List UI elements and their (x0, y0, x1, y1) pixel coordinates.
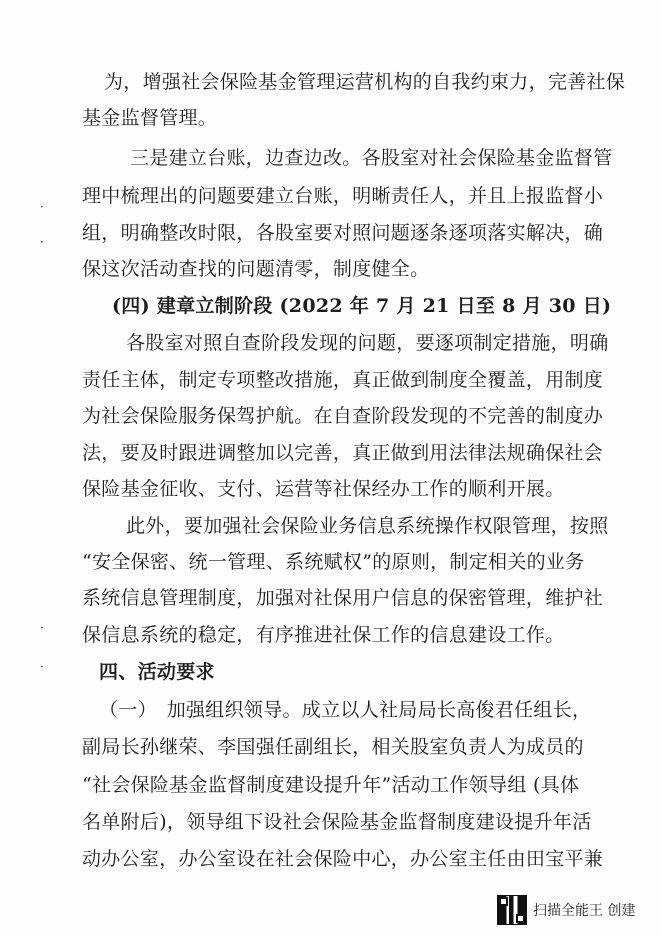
text-line: 保这次活动查找的问题清零，制度健全。 (82, 258, 430, 280)
text-line: 各股室对照自查阶段发现的问题，要逐项制定措施，明确 (126, 332, 609, 354)
qr-code-icon (497, 895, 527, 925)
section-heading: 四、活动要求 (99, 661, 215, 683)
text-line: 副局长孙继荣、李国强任副组长，相关股室负责人为成员的 (82, 736, 584, 758)
text-line: 三是建立台账，边查边改。各股室对社会保险基金监督管 (130, 147, 613, 169)
text-line: “社会保险基金监督制度建设提升年”活动工作领导组 (具体 (82, 774, 580, 796)
text-line: 保信息系统的稳定，有序推进社保工作的信息建设工作。 (82, 624, 565, 646)
text-line: （一） 加强组织领导。成立以人社局局长高俊君任组长， (99, 699, 592, 721)
text-line: 此外，要加强社会保险业务信息系统操作权限管理，按照 (126, 515, 609, 537)
text-line: 动办公室，办公室设在社会保险中心，办公室主任由田宝平兼 (82, 848, 604, 870)
text-line: 为社会保险服务保驾护航。在自查阶段发现的不完善的制度办 (82, 405, 604, 427)
text-line: 法，要及时跟进调整加以完善，真正做到用法律法规确保社会 (82, 442, 604, 464)
text-line: 理中梳理出的问题要建立台账，明晰责任人，并且上报监督小 (82, 185, 604, 207)
watermark-text: 扫描全能王 创建 (533, 903, 636, 919)
text-line: 系统信息管理制度，加强对社保用户信息的保密管理，维护社 (82, 587, 604, 609)
text-line: 责任主体，制定专项整改措施，真正做到制度全覆盖，用制度 (82, 369, 604, 391)
scan-artifact-dot: · (40, 660, 44, 674)
scan-artifact-dot: · (40, 200, 44, 214)
text-line: 名单附后)，领导组下设社会保险基金监督制度建设提升年活 (82, 811, 592, 833)
text-line: 基金监督管理。 (82, 107, 218, 129)
scanner-watermark (497, 893, 635, 927)
text-line: 组，明确整改时限，各股室要对照问题逐条逐项落实解决，确 (82, 222, 604, 244)
scan-artifact-dot: · (40, 621, 44, 635)
text-line: 为，增强社会保险基金管理运营机构的自我约束力，完善社保 (104, 71, 626, 93)
section-heading: (四) 建章立制阶段 (2022 年 7 月 21 日至 8 月 30 日) (112, 295, 612, 317)
text-line: 保险基金征收、支付、运营等社保经办工作的顺利开展。 (82, 478, 565, 500)
text-line: “安全保密、统一管理、系统赋权”的原则，制定相关的业务 (82, 551, 585, 573)
scan-artifact-dot: · (40, 235, 44, 249)
